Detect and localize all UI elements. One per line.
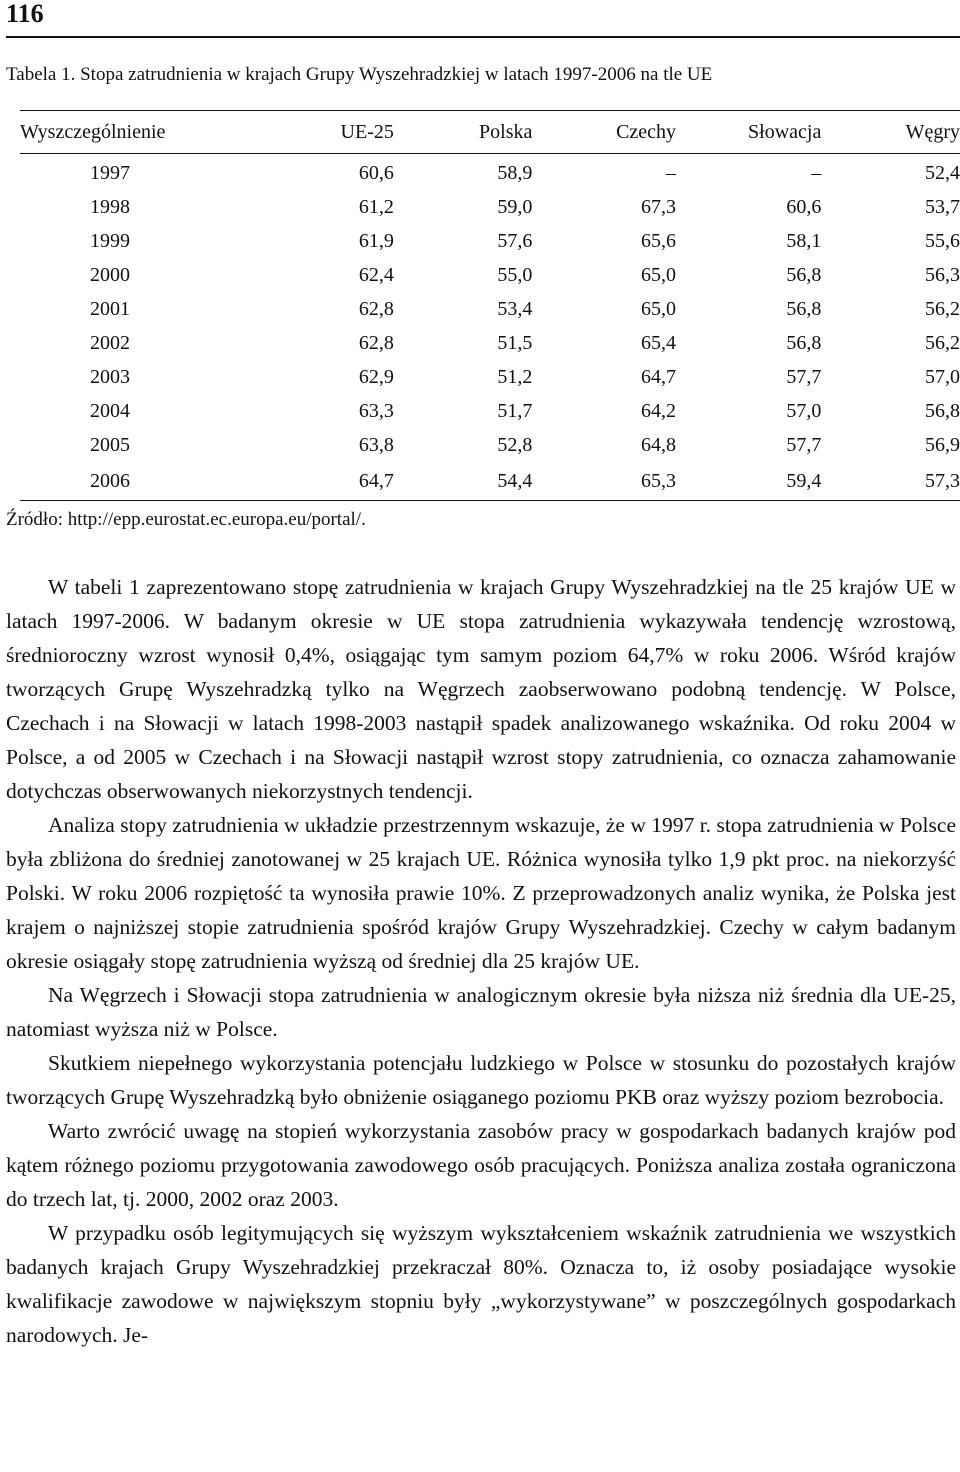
paragraph: Na Węgrzech i Słowacji stopa zatrudnienia w analogicznym okresie była niższa niż średnia dla UE-25, natomiast wyższa niż w Polsce.	[6, 983, 956, 1041]
cell-year: 2003	[90, 365, 130, 388]
table-row	[20, 360, 960, 394]
cell-year: 2006	[20, 462, 266, 501]
cell-slowacja: –	[811, 161, 822, 184]
table-row	[20, 394, 960, 428]
cell-czechy: 64,8	[641, 433, 677, 456]
table-caption: Tabela 1. Stopa zatrudnienia w krajach Grupy Wyszehradzkiej w latach 1997-2006 na tle UE	[6, 64, 713, 85]
cell-ue25: 61,9	[358, 229, 394, 252]
cell-ue25: 62,4	[358, 263, 394, 286]
cell-slowacja: 56,8	[786, 331, 822, 354]
cell-polska: 51,7	[497, 399, 533, 422]
cell-year: 2004	[90, 399, 130, 422]
cell-ue25: 63,8	[358, 433, 394, 456]
cell-slowacja: 58,1	[786, 229, 822, 252]
table-row	[20, 292, 960, 326]
cell-polska: 54,4	[394, 462, 533, 501]
page-number: 116	[6, 0, 44, 28]
cell-ue25: 61,2	[358, 195, 394, 218]
cell-czechy: 65,4	[641, 331, 677, 354]
cell-slowacja: 56,8	[786, 297, 822, 320]
header-rule	[6, 36, 960, 38]
cell-slowacja: 57,0	[786, 399, 822, 422]
cell-year: 2001	[90, 297, 130, 320]
cell-polska: 51,5	[497, 331, 533, 354]
cell-ue25: 64,7	[266, 462, 394, 501]
cell-polska: 57,6	[497, 229, 533, 252]
table-row	[20, 326, 960, 360]
cell-year: 2000	[90, 263, 130, 286]
col-header-czechy: Czechy	[532, 111, 676, 154]
employment-rate-table	[20, 110, 960, 501]
cell-czechy: 65,3	[532, 462, 676, 501]
paragraph: Warto zwrócić uwagę na stopień wykorzystania zasobów pracy w gospodarkach badanych krajów pod kątem różnego poziomu przygotowania zawodowego osób pracujących. Poniższa analiza została ograniczona do trzech lat, tj. 2000, 2002 oraz 2003.	[6, 1119, 956, 1211]
cell-polska: 52,8	[497, 433, 533, 456]
table-row	[20, 462, 960, 501]
cell-slowacja: 56,8	[786, 263, 822, 286]
cell-year: 1997	[90, 161, 130, 184]
cell-ue25: 63,3	[358, 399, 394, 422]
cell-ue25: 62,8	[358, 331, 394, 354]
cell-polska: 58,9	[497, 161, 533, 184]
cell-wegry: 55,6	[925, 229, 960, 252]
cell-polska: 53,4	[497, 297, 533, 320]
paragraph: W tabeli 1 zaprezentowano stopę zatrudnienia w krajach Grupy Wyszehradzkiej na tle 25 krajów UE w latach 1997-2006. W badanym okresie w UE stopa zatrudnienia wykazywała tendencję wzrostową, średnioroczny wzrost wynosił 0,4%, osiągając tym samym poziom 64,7% w roku 2006. Wśród krajów tworzących Grupę Wyszehradzką tylko na Węgrzech zaobserwowano podobną tendencję. W Polsce, Czechach i na Słowacji w latach 1998-2003 nastąpił spadek analizowanego wskaźnika. Od roku 2004 w Polsce, a od 2005 w Czechach i na Słowacji nastąpił wzrost stopy zatrudnienia, co oznacza zahamowanie dotychczas obserwowanych niekorzystnych tendencji.	[6, 575, 956, 803]
cell-czechy: 67,3	[641, 195, 677, 218]
cell-czechy: 65,6	[641, 229, 677, 252]
cell-czechy: 64,2	[641, 399, 677, 422]
cell-wegry: 52,4	[925, 161, 960, 184]
cell-wegry: 57,0	[925, 365, 960, 388]
col-header-category: Wyszczególnienie	[20, 111, 266, 154]
cell-year: 1998	[90, 195, 130, 218]
cell-slowacja: 59,4	[676, 462, 821, 501]
cell-ue25: 62,9	[358, 365, 394, 388]
cell-wegry: 56,9	[925, 433, 960, 456]
table-row	[20, 428, 960, 462]
cell-polska: 55,0	[497, 263, 533, 286]
cell-slowacja: 57,7	[786, 365, 822, 388]
cell-polska: 59,0	[497, 195, 533, 218]
cell-polska: 51,2	[497, 365, 533, 388]
table-header-row	[20, 111, 960, 154]
paragraph: Skutkiem niepełnego wykorzystania potencjału ludzkiego w Polsce w stosunku do pozostałych krajów tworzących Grupę Wyszehradzką było obniżenie osiąganego poziomu PKB oraz wyższy poziom bezrobocia.	[6, 1051, 956, 1109]
table-row	[20, 190, 960, 224]
cell-czechy: –	[666, 161, 677, 184]
cell-czechy: 64,7	[641, 365, 677, 388]
paragraph: Analiza stopy zatrudnienia w układzie przestrzennym wskazuje, że w 1997 r. stopa zatrudnienia w Polsce była zbliżona do średniej zanotowanej w 25 krajach UE. Różnica wynosiła tylko 1,9 pkt proc. na niekorzyść Polski. W roku 2006 rozpiętość ta wynosiła prawie 10%. Z przeprowadzonych analiz wynika, że Polska jest krajem o najniższej stopie zatrudnienia spośród krajów Grupy Wyszehradzkiej. Czechy w całym badanym okresie osiągały stopę zatrudnienia wyższą od średniej dla 25 krajów UE.	[6, 813, 956, 973]
cell-wegry: 56,2	[925, 331, 960, 354]
cell-slowacja: 57,7	[786, 433, 822, 456]
table-row	[20, 224, 960, 258]
table-row	[20, 154, 960, 191]
cell-year: 1999	[90, 229, 130, 252]
cell-wegry: 56,8	[925, 399, 960, 422]
cell-wegry: 56,3	[925, 263, 960, 286]
cell-ue25: 60,6	[358, 161, 394, 184]
cell-year: 2005	[90, 433, 130, 456]
cell-year: 2002	[90, 331, 130, 354]
cell-wegry: 57,3	[821, 462, 960, 501]
body-text	[6, 570, 956, 1352]
table-row	[20, 258, 960, 292]
col-header-polska: Polska	[394, 111, 533, 154]
col-header-wegry: Węgry	[821, 111, 960, 154]
cell-ue25: 62,8	[358, 297, 394, 320]
cell-wegry: 56,2	[925, 297, 960, 320]
col-header-slowacja: Słowacja	[676, 111, 821, 154]
cell-czechy: 65,0	[641, 297, 677, 320]
col-header-ue25: UE-25	[266, 111, 394, 154]
table-source-note: Źródło: http://epp.eurostat.ec.europa.eu/portal/.	[6, 509, 366, 530]
cell-wegry: 53,7	[925, 195, 960, 218]
paragraph: W przypadku osób legitymujących się wyższym wykształceniem wskaźnik zatrudnienia we wszystkich badanych krajach Grupy Wyszehradzkiej przekraczał 80%. Oznacza to, iż osoby posiadające wysokie kwalifikacje zawodowe w największym stopniu były „wykorzystywane” w poszczególnych gospodarkach narodowych. Je-	[6, 1221, 956, 1347]
cell-czechy: 65,0	[641, 263, 677, 286]
cell-slowacja: 60,6	[786, 195, 822, 218]
